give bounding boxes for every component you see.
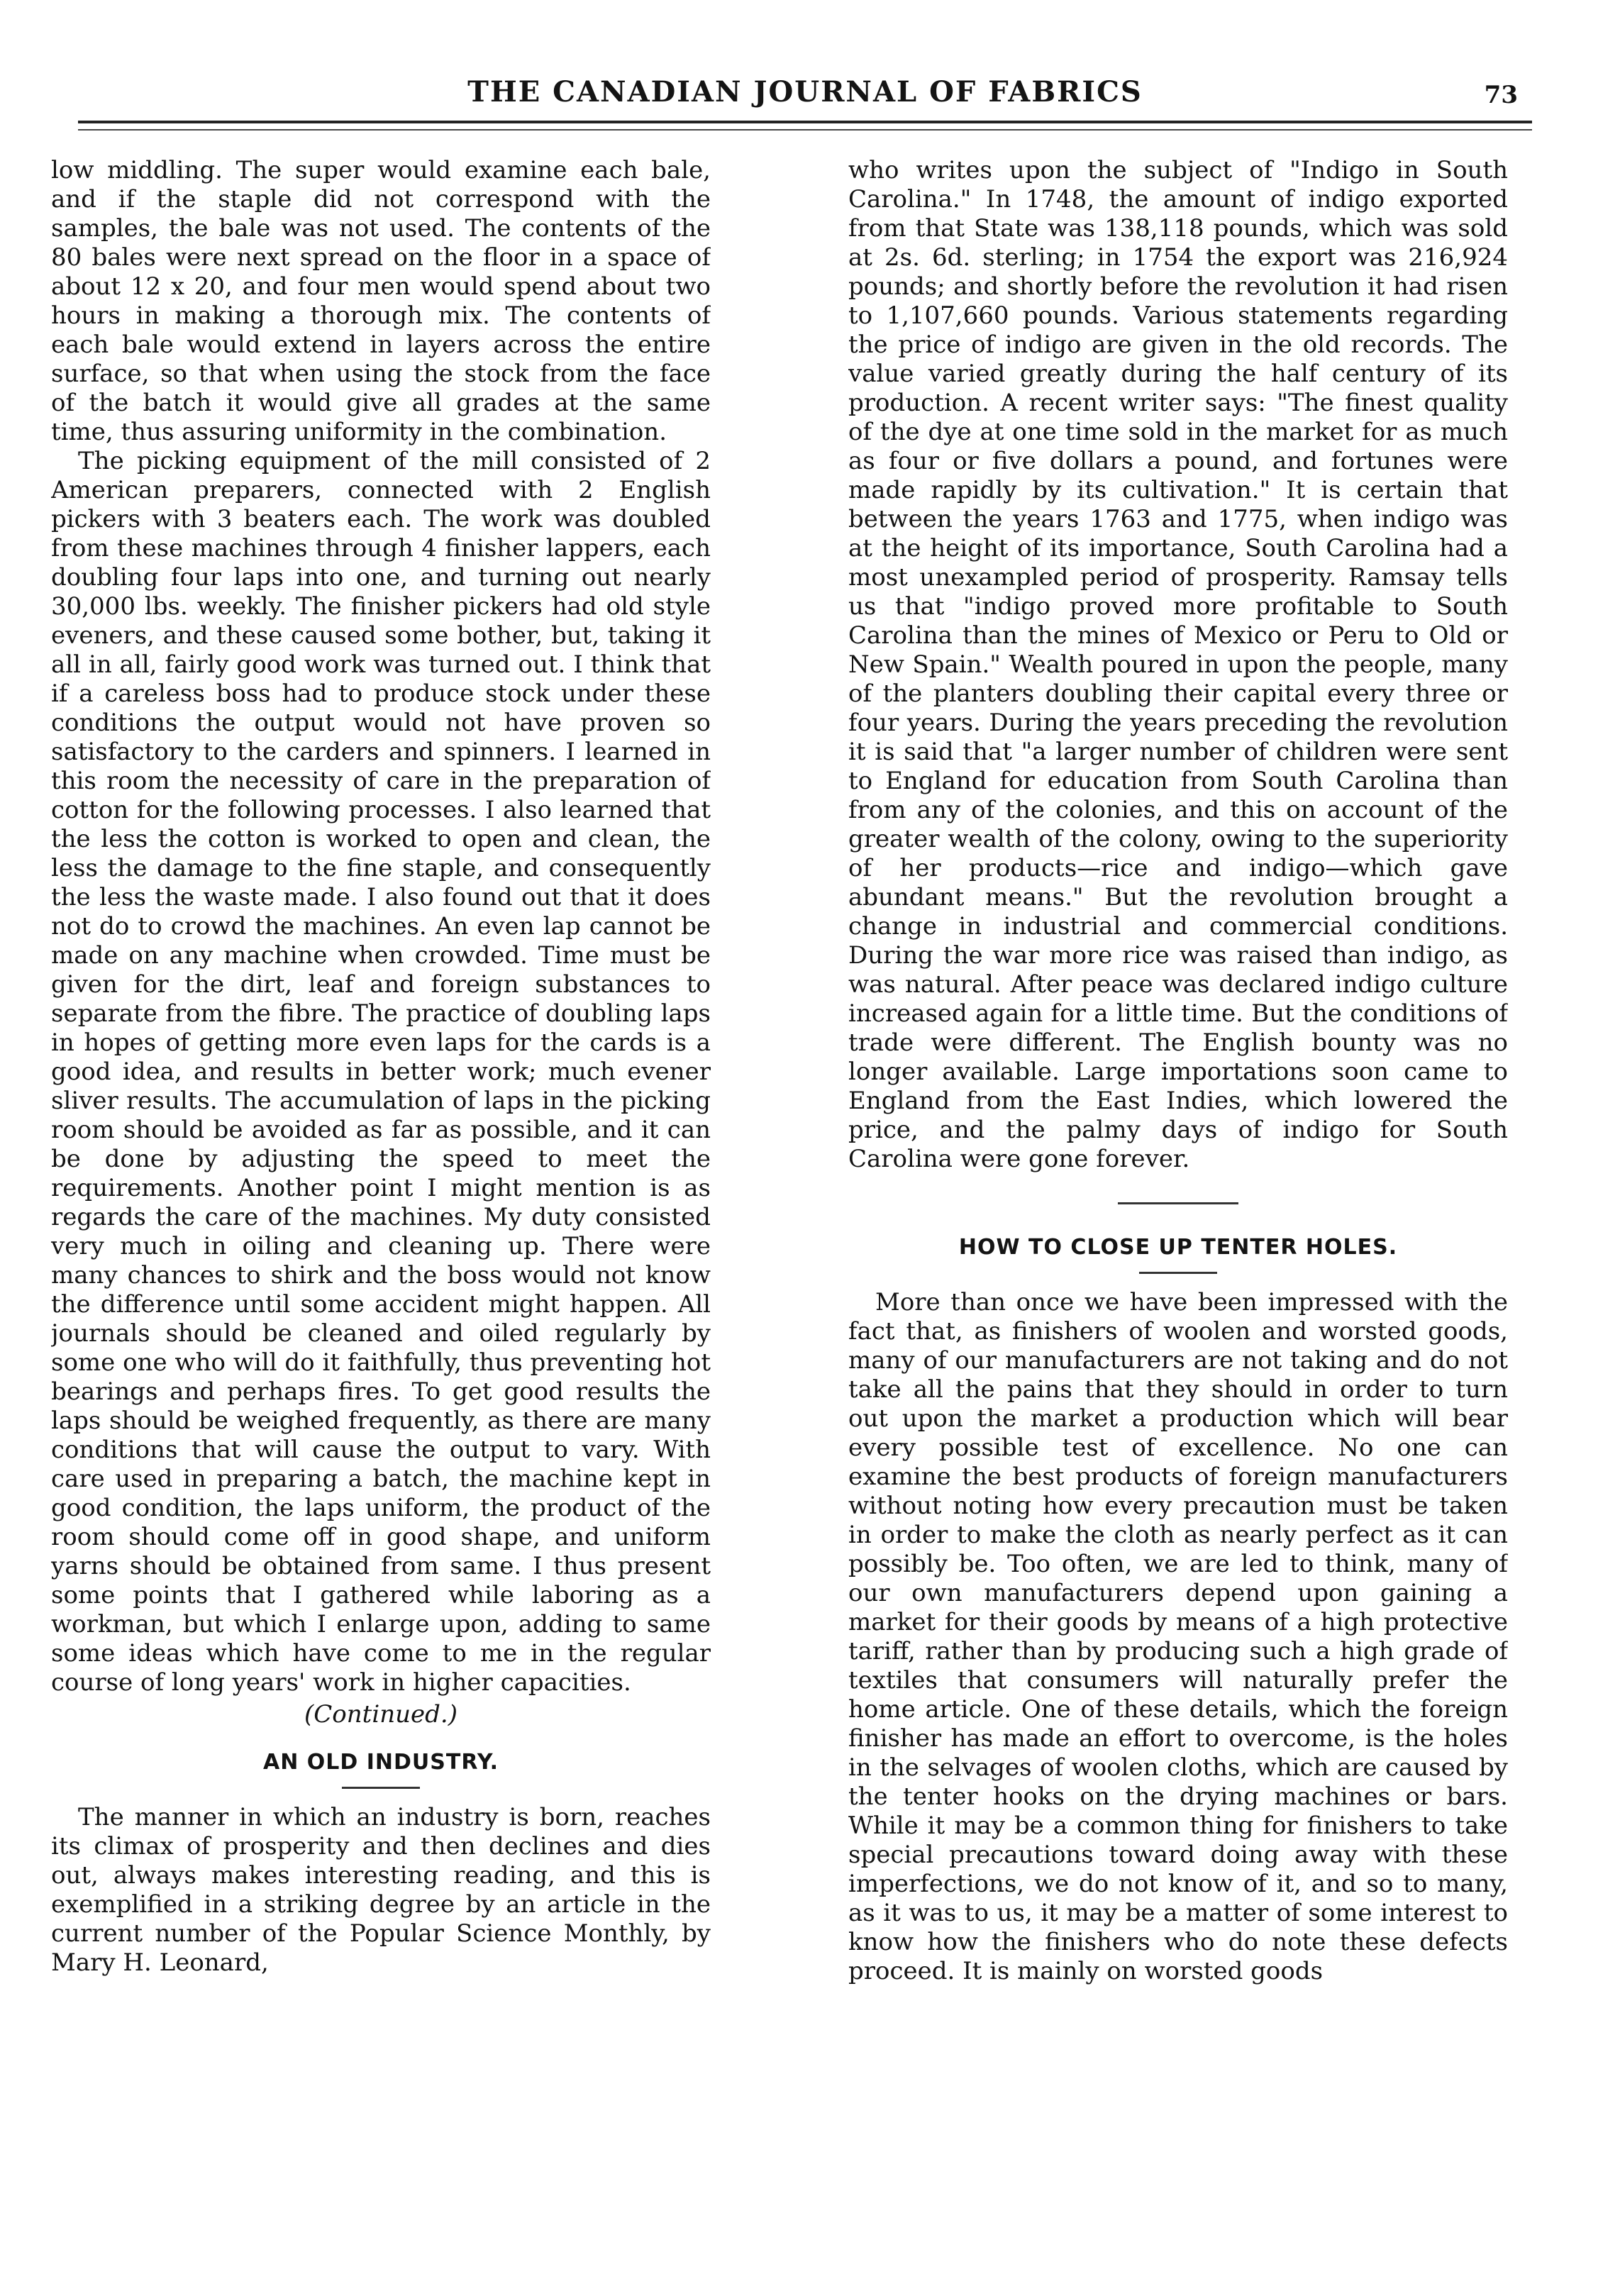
page-number: 73 xyxy=(1484,81,1518,109)
title-rule xyxy=(1139,1272,1217,1274)
section-separator xyxy=(1118,1202,1238,1204)
right-column xyxy=(848,156,1508,2270)
running-head: THE CANADIAN JOURNAL OF FABRICS xyxy=(467,75,1143,109)
paragraph: who writes upon the subject of "Indigo in South Carolina." In 1748, the amount of indigo exported from that State was 138,118 pounds, which was sold at 2s. 6d. sterling; in 1754 the export was 216,924 pounds; and shortly before the revolution it had risen to 1,107,660 pounds. Various statements regarding the price of indigo are given in the old records. The value varied greatly during the half century of its production. A recent writer says: "The finest quality of the dye at one time sold in the market for as much as four or five dollars a pound, and fortunes were made rapidly by its cultivation." It is certain that between the years 1763 and 1775, when indigo was at the height of its importance, South Carolina had a most unexampled period of prosperity. Ramsay tells us that "indigo proved more profitable to South Carolina than the mines of Mexico or Peru to Old or New Spain." Wealth poured in upon the people, many of the planters doubling their capital every three or four years. During the years preceding the revolution it is said that "a larger number of children were sent to England for education from South Carolina than from any of the colonies, and this on account of the greater wealth of the colony, owing to the superiority of her products—rice and indigo—which gave abundant means." But the revolution brought a change in industrial and commercial conditions. During the war more rice was raised than indigo, as was natural. After peace was declared indigo culture increased again for a little time. But the conditions of trade were different. The English bounty was no longer available. Large importations soon came to England from the East Indies, which lowered the price, and the palmy days of indigo for South Carolina were gone forever. xyxy=(848,156,1508,1173)
title-rule xyxy=(342,1787,420,1789)
paragraph: The picking equipment of the mill consisted of 2 American preparers, connected with 2 English pickers with 3 beaters each. The work was doubled from these machines through 4 finisher lappers, each doubling four laps into one, and turning out nearly 30,000 lbs. weekly. The finisher pickers had old style eveners, and these caused some bother, but, taking it all in all, fairly good work was turned out. I think that if a careless boss had to produce stock under these conditions the output would not have proven so satisfactory to the carders and spinners. I learned in this room the necessity of care in the preparation of cotton for the following processes. I also learned that the less the cotton is worked to open and clean, the less the damage to the fine staple, and consequently the less the waste made. I also found out that it does not do to crowd the machines. An even lap cannot be made on any machine when crowded. Time must be given for the dirt, leaf and foreign substances to separate from the fibre. The practice of doubling laps in hopes of getting more even laps for the cards is a good idea, and results in better work; much evener sliver results. The accumulation of laps in the picking room should be avoided as far as possible, and it can be done by adjusting the speed to meet the requirements. Another point I might mention is as regards the care of the machines. My duty consisted very much in oiling and cleaning up. There were many chances to shirk and the boss would not know the difference until some accident might happen. All journals should be cleaned and oiled regularly by some one who will do it faithfully, thus preventing hot bearings and perhaps fires. To get good results the laps should be weighed frequently, as there are many conditions that will cause the output to vary. With care used in preparing a batch, the machine kept in good condition, the laps uniform, the product of the room should come off in good shape, and uniform yarns should be obtained from same. I thus present some points that I gathered while laboring as a workman, but which I enlarge upon, adding to same some ideas which have come to me in the regular course of long years' work in higher capacities. xyxy=(51,447,711,1697)
paragraph: low middling. The super would examine each bale, and if the staple did not correspond with the samples, the bale was not used. The contents of the 80 bales were next spread on the floor in a space of about 12 x 20, and four men would spend about two hours in making a thorough mix. The contents of each bale would extend in layers across the entire surface, so that when using the stock from the face of the batch it would give all grades at the same time, thus assuring uniformity in the combination. xyxy=(51,156,711,446)
left-column xyxy=(51,156,711,2270)
header-rule-thin xyxy=(78,129,1532,131)
section-title: HOW TO CLOSE UP TENTER HOLES. xyxy=(958,1235,1398,1260)
header-rule xyxy=(78,121,1532,123)
continued-note: (Continued.) xyxy=(304,1700,457,1729)
section-title: AN OLD INDUSTRY. xyxy=(263,1750,499,1775)
page-header xyxy=(78,71,1532,128)
paragraph: More than once we have been impressed with the fact that, as finishers of woolen and worsted goods, many of our manufacturers are not taking and do not take all the pains that they should in order to turn out upon the market a production which will bear every possible test of excellence. No one can examine the best products of foreign manufacturers without noting how every precaution must be taken in order to make the cloth as nearly perfect as it can possibly be. Too often, we are led to think, many of our own manufacturers depend upon gaining a market for their goods by means of a high protective tariff, rather than by producing such a high grade of textiles that consumers will naturally prefer the home article. One of these details, which the foreign finisher has made an effort to overcome, is the holes in the selvages of woolen cloths, which are caused by the tenter hooks on the drying machines or bars. While it may be a common thing for finishers to take special precautions toward doing away with these imperfections, we do not know of it, and so to many, as it was to us, it may be a matter of some interest to know how the finishers who do note these defects proceed. It is mainly on worsted goods xyxy=(848,1288,1508,1985)
paragraph: The manner in which an industry is born, reaches its climax of prosperity and then declines and dies out, always makes interesting reading, and this is exemplified in a striking degree by an article in the current number of the Popular Science Monthly, by Mary H. Leonard, xyxy=(51,1803,711,1977)
